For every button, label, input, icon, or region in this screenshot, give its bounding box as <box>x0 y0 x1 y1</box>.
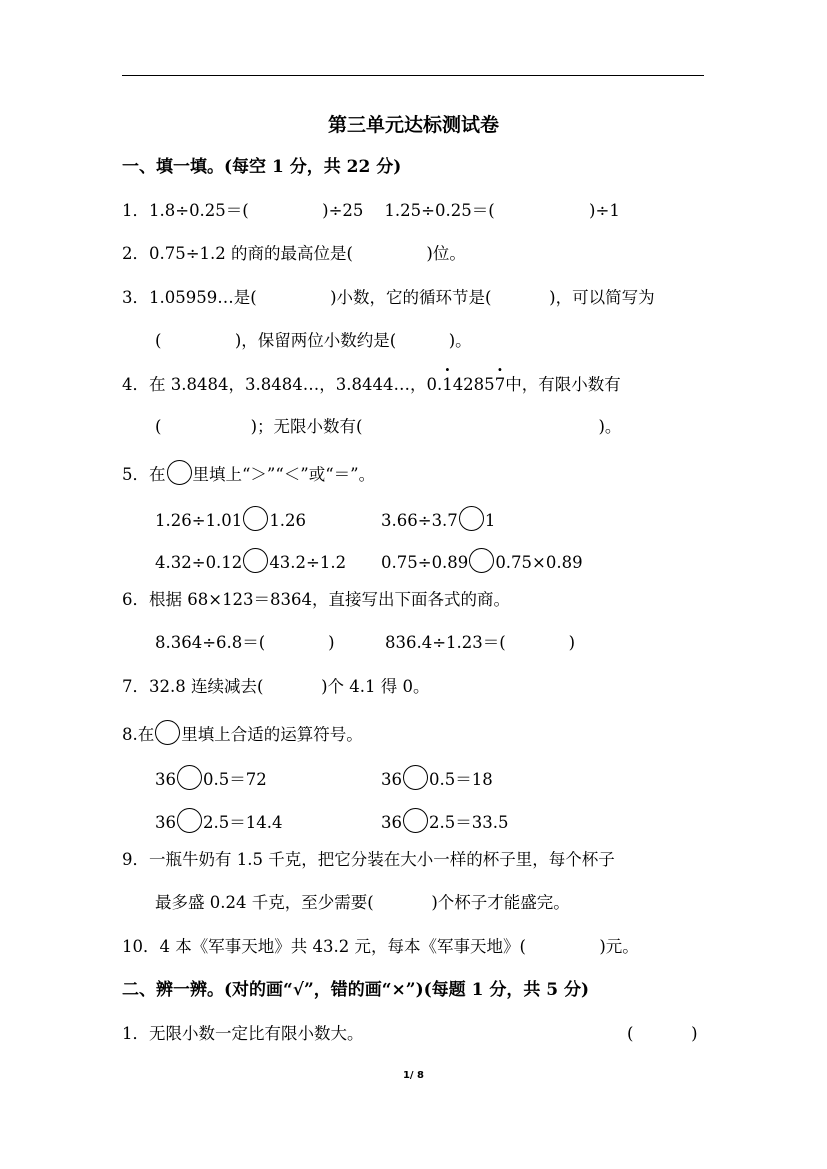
q6-item-2: 836.4÷1.23＝( ) <box>385 633 576 652</box>
question-2: 2．0.75÷1.2 的商的最高位是( )位。 <box>122 244 466 263</box>
q5-item-right: 0.75×0.89 <box>495 553 583 572</box>
page-number: 1/ 8 <box>402 1070 425 1081</box>
answer-circle[interactable] <box>177 808 202 833</box>
answer-circle[interactable] <box>469 548 494 573</box>
answer-circle[interactable] <box>167 460 192 485</box>
q5-item-left: 4.32÷0.12 <box>155 553 243 572</box>
q5-item-3 <box>155 548 346 573</box>
q5-item-1 <box>155 506 306 531</box>
q5-item-right: 43.2÷1.2 <box>269 553 347 572</box>
q5-item-left: 3.66÷3.7 <box>381 511 458 530</box>
question-9-line2: 最多盛 0.24 千克，至少需要( )个杯子才能盛完。 <box>155 893 570 912</box>
question-4-line2: ( )；无限小数有( )。 <box>155 417 622 436</box>
question-1: 1．1.8÷0.25＝( )÷25 1.25÷0.25＝( )÷1 <box>122 201 620 220</box>
question-3-line1: 3．1.05959…是( )小数，它的循环节是( )，可以简写为 <box>122 288 655 307</box>
section1-header: 一、填一填。(每空 1 分，共 22 分) <box>122 157 402 177</box>
q8-item-2 <box>381 765 493 790</box>
repeating-dot-digit-2: · 7 <box>495 375 506 395</box>
question-9-line1: 9．一瓶牛奶有 1.5 千克，把它分装在大小一样的杯子里，每个杯子 <box>122 850 615 869</box>
q4-prefix: 4．在 3.8484，3.8484…，3.8444…，0. <box>122 375 443 394</box>
repeating-dot-digit-1: · 1 <box>442 375 453 395</box>
q8-item-right: 2.5＝33.5 <box>429 813 509 832</box>
answer-circle[interactable] <box>459 506 484 531</box>
q5-item-2 <box>381 506 495 531</box>
answer-circle[interactable] <box>155 720 180 745</box>
answer-circle[interactable] <box>177 765 202 790</box>
question-10: 10．4 本《军事天地》共 43.2 元，每本《军事天地》( )元。 <box>122 937 639 956</box>
answer-circle[interactable] <box>243 548 268 573</box>
question-4-line1 <box>122 375 621 395</box>
question-8 <box>122 720 363 745</box>
question-7: 7．32.8 连续减去( )个 4.1 得 0。 <box>122 677 430 696</box>
q8-item-left: 36 <box>155 770 176 789</box>
q5-item-4 <box>381 548 583 573</box>
answer-circle[interactable] <box>403 808 428 833</box>
q8-item-right: 2.5＝14.4 <box>203 813 283 832</box>
answer-bracket: ( ) <box>627 1024 698 1043</box>
q8-item-left: 36 <box>381 813 402 832</box>
q6-item-1: 8.364÷6.8＝( ) <box>155 633 335 652</box>
section2-header: 二、辨一辨。(对的画“√”，错的画“×”)(每题 1 分，共 5 分) <box>122 980 590 1000</box>
q8-prefix: 8.在 <box>122 725 155 744</box>
q8-item-1 <box>155 765 267 790</box>
question-5 <box>122 460 375 485</box>
question-3-line2: ( )，保留两位小数约是( )。 <box>155 331 472 350</box>
q8-item-4 <box>381 808 508 833</box>
q8-item-3 <box>155 808 282 833</box>
page-title: 第三单元达标测试卷 <box>327 114 499 136</box>
q8-item-left: 36 <box>155 813 176 832</box>
q5-prefix: 5．在 <box>122 465 166 484</box>
q8-item-left: 36 <box>381 770 402 789</box>
q8-suffix: 里填上合适的运算符号。 <box>181 725 363 744</box>
q5-item-right: 1.26 <box>269 511 307 530</box>
q5-item-right: 1 <box>484 511 496 530</box>
q5-item-left: 1.26÷1.01 <box>155 511 243 530</box>
q4-suffix: 中，有限小数有 <box>505 375 621 394</box>
answer-circle[interactable] <box>243 506 268 531</box>
header-rule <box>122 75 704 76</box>
answer-circle[interactable] <box>403 765 428 790</box>
q5-suffix: 里填上“＞”“＜”或“＝”。 <box>192 465 376 484</box>
q4-middle: 4285 <box>452 375 495 394</box>
question-6: 6．根据 68×123＝8364，直接写出下面各式的商。 <box>122 590 511 609</box>
q8-item-right: 0.5＝18 <box>429 770 493 789</box>
q5-item-left: 0.75÷0.89 <box>381 553 469 572</box>
section2-question-1: 1．无限小数一定比有限小数大。 <box>122 1024 364 1043</box>
q8-item-right: 0.5＝72 <box>203 770 267 789</box>
